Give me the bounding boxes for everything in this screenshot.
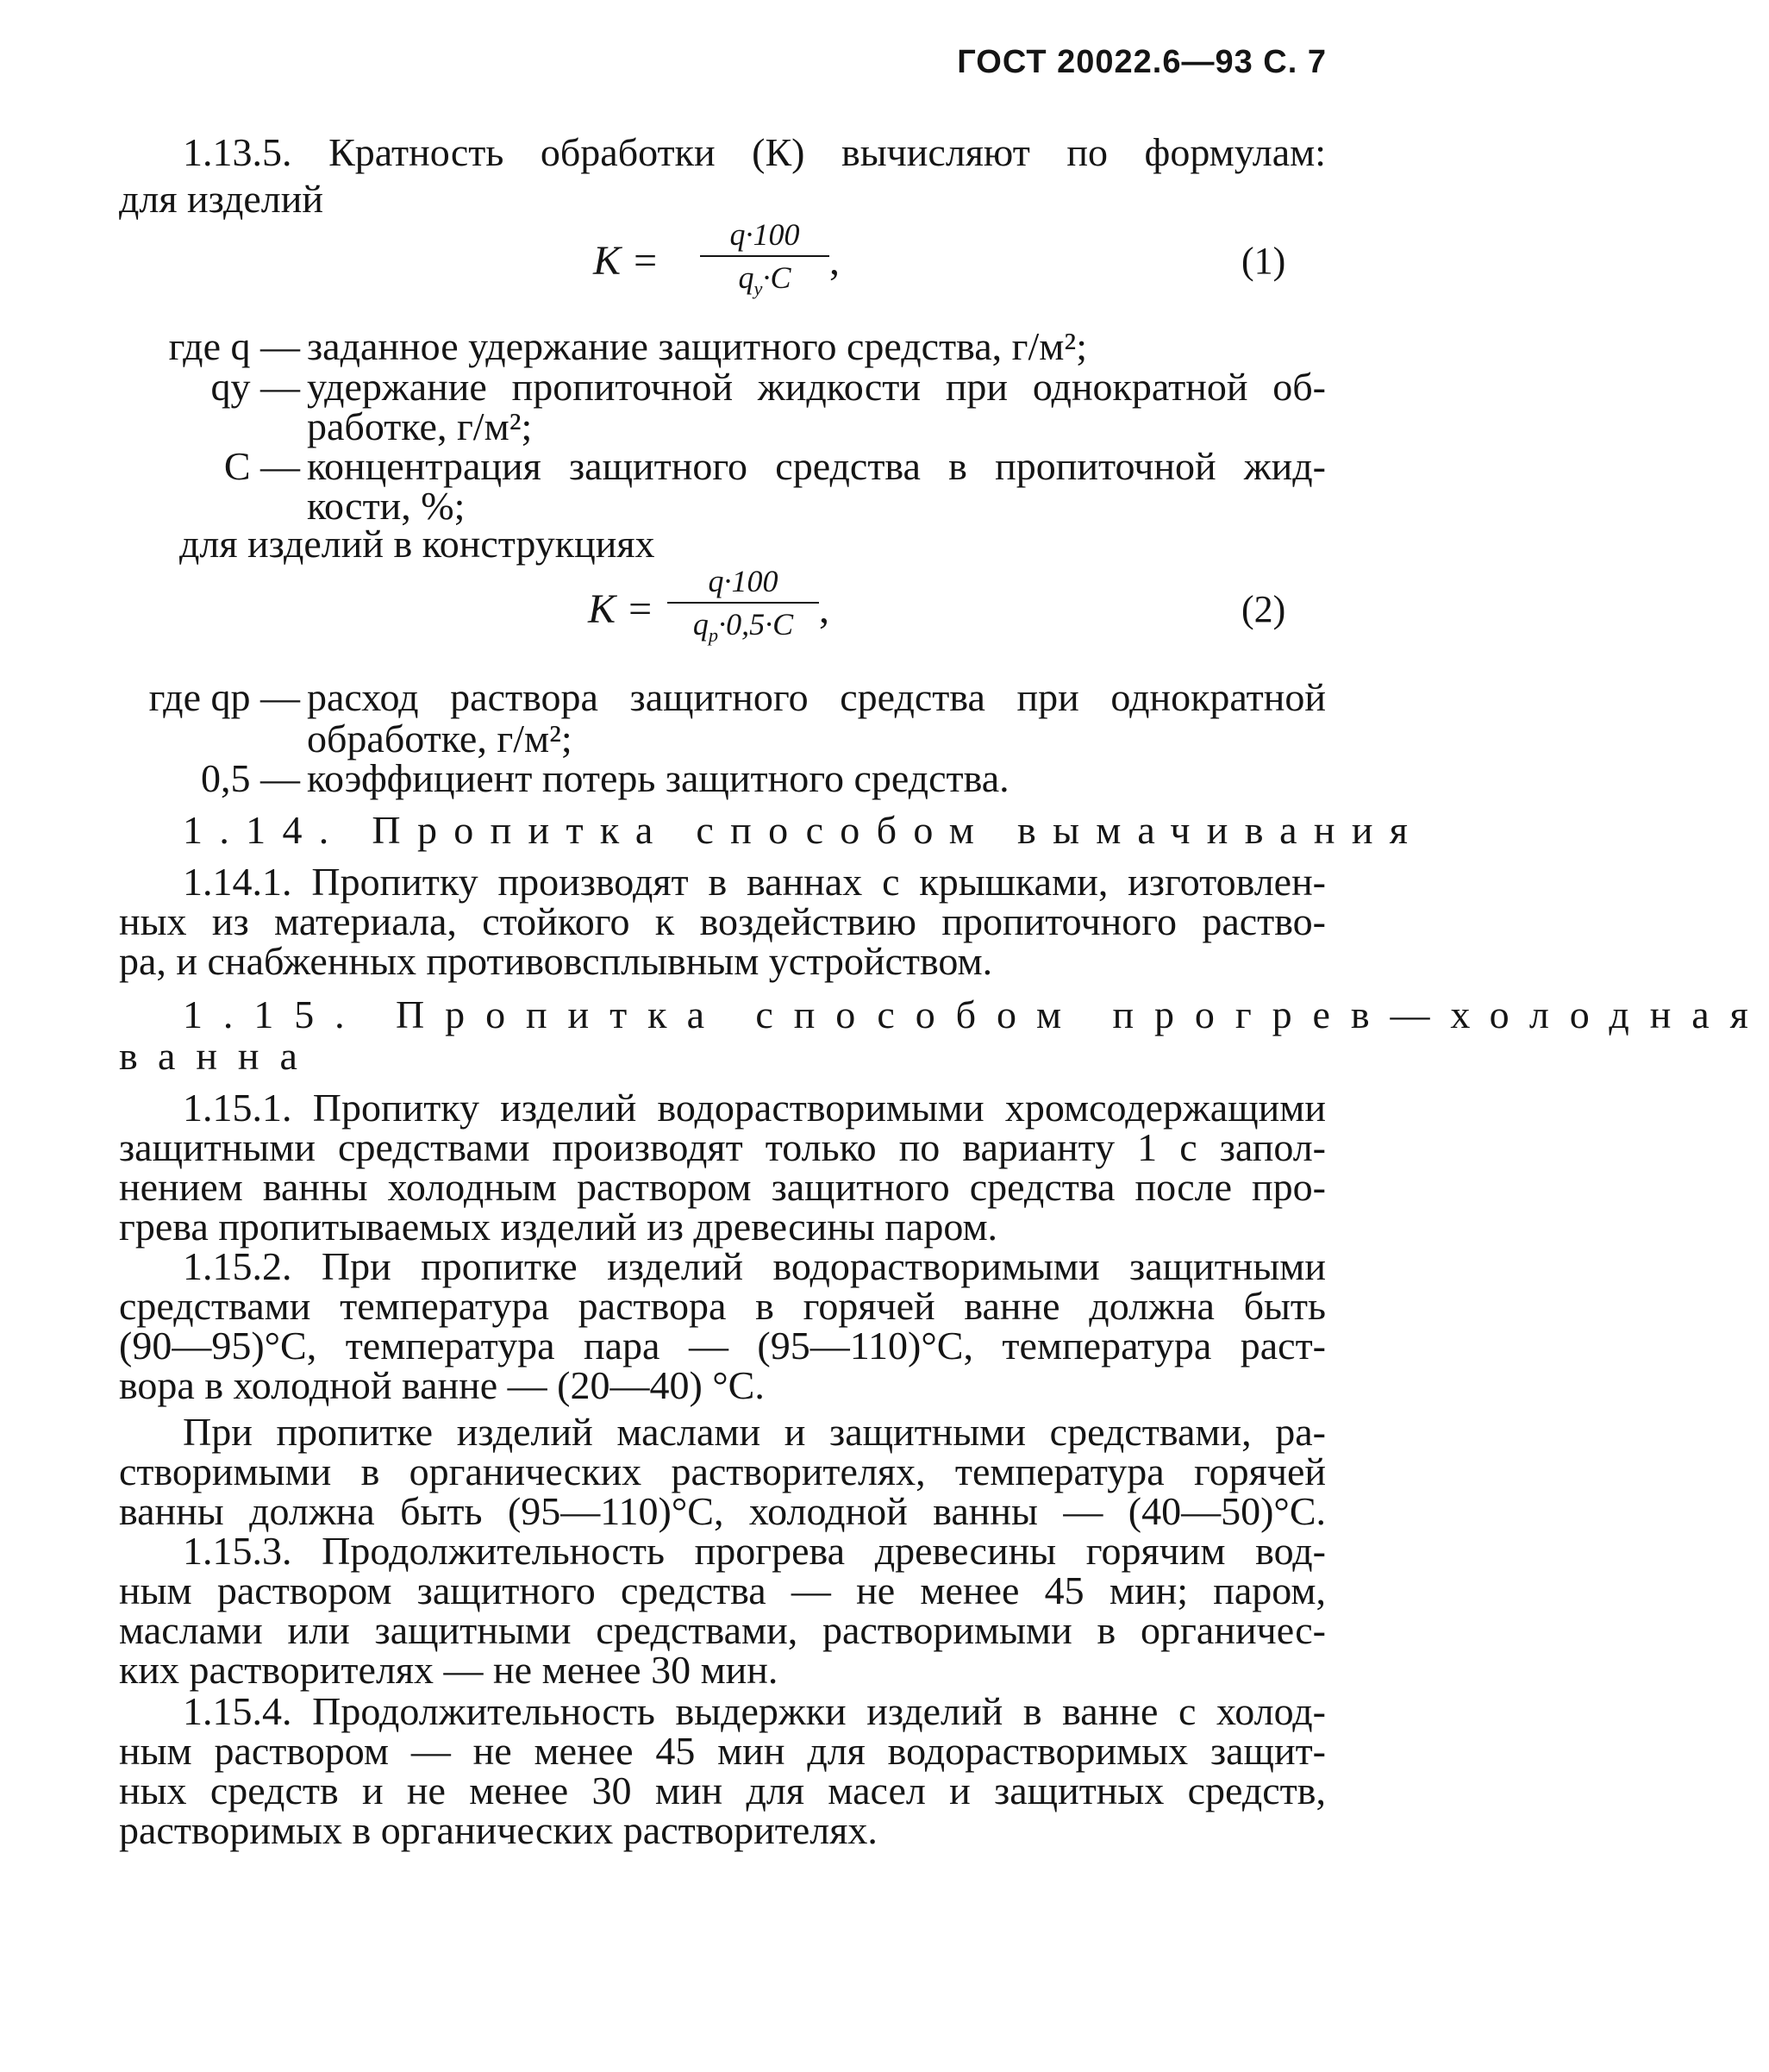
section-title-1-13-5: 1.13.5. Кратность обработки (К) вычисляют по формулам:: [183, 130, 1326, 174]
formula-1-denominator: $q_у\cdot C$: [738, 260, 791, 300]
para-1-15-4-line-1: 1.15.4. Продолжительность выдержки изделий в ванне с холод-: [183, 1689, 1326, 1733]
fraction-bar: [700, 255, 829, 257]
para-1-15-2b-line-3: ванны должна быть (95—110)°С, холодной ванны — (40—50)°С.: [119, 1489, 1326, 1533]
where-term-c: C —: [223, 444, 300, 488]
page-header: ГОСТ 20022.6—93 С. 7: [957, 44, 1327, 80]
where-def-qp-cont: обработке, г/м²;: [307, 717, 572, 761]
where-term-q: где q —: [168, 324, 300, 368]
where-def-c: концентрация защитного средства в пропиточной жид-: [307, 444, 1326, 488]
formula-1-fraction: [700, 216, 829, 300]
para-1-15-4-line-4: растворимых в органических растворителях.: [119, 1808, 878, 1852]
where-def-qp: расход раствора защитного средства при однократной: [307, 675, 1326, 719]
para-1-14-1-line-1: 1.14.1. Пропитку производят в ваннах с крышками, изготовлен-: [183, 860, 1326, 904]
formula-2-number: (2): [1241, 588, 1286, 630]
para-1-15-1-line-4: грева пропитываемых изделий из древесины паром.: [119, 1205, 998, 1249]
para-1-15-3-line-3: маслами или защитными средствами, растворимыми в органичес-: [119, 1608, 1326, 1652]
para-1-15-4-line-2: ным раствором — не менее 45 мин для водорастворимых защит-: [119, 1729, 1326, 1773]
fraction-bar: [667, 602, 819, 604]
for-items-label: для изделий: [119, 177, 323, 221]
formula-2-numerator: q·100: [708, 564, 778, 598]
where-def-coef: коэффициент потерь защитного средства.: [307, 756, 1010, 800]
para-1-15-1-line-3: нением ванны холодным раствором защитного средства после про-: [119, 1165, 1326, 1209]
para-1-15-3-line-4: ких растворителях — не менее 30 мин.: [119, 1648, 778, 1692]
para-1-15-2b-line-1: При пропитке изделий маслами и защитными средствами, ра-: [183, 1410, 1326, 1454]
para-1-15-4-line-3: ных средств и не менее 30 мин для масел и защитных средств,: [119, 1768, 1326, 1812]
para-1-15-3-line-1: 1.15.3. Продолжительность прогрева древесины горячим вод-: [183, 1529, 1326, 1573]
formula-1-numerator: q·100: [729, 217, 800, 252]
para-1-15-1-line-2: защитными средствами производят только по варианту 1 с запол-: [119, 1125, 1326, 1169]
formula-1-lhs: K =: [593, 238, 659, 284]
para-1-15-2b-line-2: створимыми в органических растворителях, температура горячей: [119, 1449, 1326, 1493]
formula-1-number: (1): [1241, 240, 1286, 282]
para-1-14-1-line-2: ных из материала, стойкого к воздействию пропиточного раство-: [119, 899, 1326, 943]
for-constructions-label: для изделий в конструкциях: [179, 522, 655, 566]
para-1-15-2-line-4: вора в холодной ванне — (20—40) °С.: [119, 1363, 765, 1407]
para-1-15-2-line-1: 1.15.2. При пропитке изделий водорастворимыми защитными: [183, 1244, 1326, 1288]
where-def-qy-cont: работке, г/м²;: [307, 404, 533, 448]
where-def-c-cont: кости, %;: [307, 484, 466, 528]
where-term-coef: 0,5 —: [201, 756, 300, 800]
where-term-qp: где qр —: [148, 675, 300, 719]
formula-2-denominator: $q_р\cdot 0,5\cdot C$: [692, 607, 794, 647]
formula-2-fraction: [667, 562, 819, 647]
para-1-15-2-line-2: средствами температура раствора в горячей ванне должна быть: [119, 1284, 1326, 1328]
para-1-15-1-line-1: 1.15.1. Пропитку изделий водорастворимыми хромсодержащими: [183, 1086, 1326, 1130]
section-title-1-14: 1.14. Пропитка способом вымачивания: [183, 808, 1425, 852]
para-1-15-2-line-3: (90—95)°С, температура пара — (95—110)°С, температура раст-: [119, 1324, 1326, 1368]
formula-2-comma: ,: [819, 586, 829, 632]
para-1-15-3-line-2: ным раствором защитного средства — не менее 45 мин; паром,: [119, 1568, 1326, 1612]
where-def-q: заданное удержание защитного средства, г/м²;: [307, 324, 1087, 368]
formula-2-lhs: K =: [588, 586, 654, 632]
para-1-14-1-line-3: ра, и снабженных противовсплывным устройством.: [119, 939, 993, 983]
section-title-1-15-line-1: 1.15. Пропитка способом прогрев—холодная: [183, 992, 1769, 1036]
where-term-qy: qу —: [210, 365, 300, 409]
formula-1-comma: ,: [829, 238, 840, 284]
section-title-1-15-line-2: ванна: [119, 1034, 318, 1078]
where-def-qy: удержание пропиточной жидкости при однократной об-: [307, 365, 1326, 409]
